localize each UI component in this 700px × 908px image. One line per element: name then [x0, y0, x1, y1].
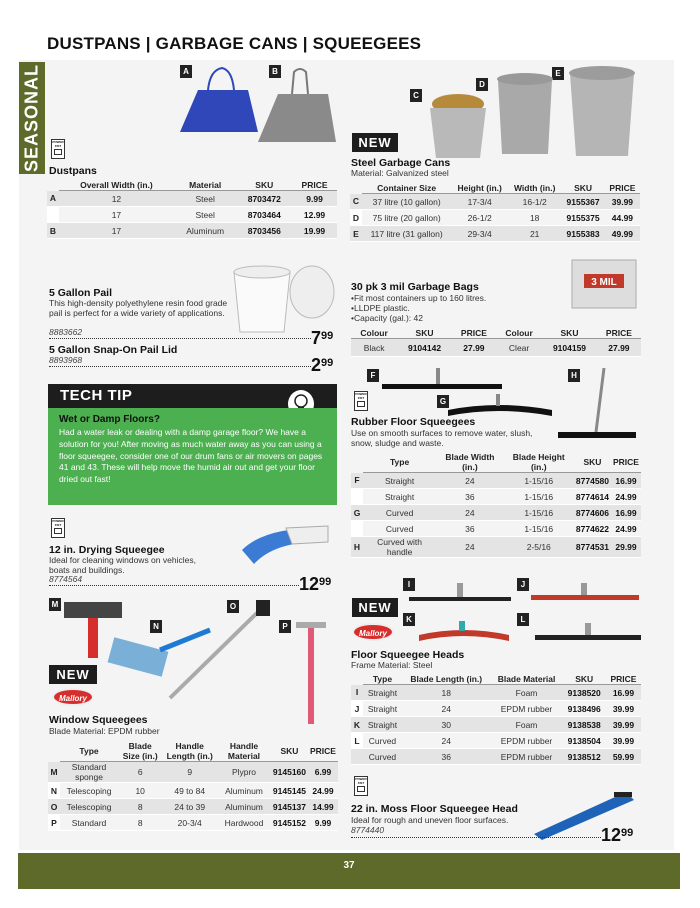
table-cell: 37 litre (10 gallon) [362, 194, 451, 210]
head-l [535, 635, 641, 640]
dustpans-table [47, 180, 337, 239]
tech-tip-title: Wet or Damp Floors? [59, 414, 160, 425]
can-d [498, 80, 552, 154]
table-cell: Steel [174, 207, 237, 223]
table-row [350, 226, 640, 242]
table-cell: 9138520 [563, 685, 606, 701]
moss-sku: 8774440 [351, 825, 385, 835]
bags-bullet-2: •LLDPE plastic. [351, 303, 410, 313]
cans-title: Steel Garbage Cans [351, 157, 451, 169]
table-cell: Aluminum [174, 223, 237, 239]
table-cell: 9155367 [561, 194, 604, 210]
letter-m: M [49, 598, 61, 611]
table-cell: 1-15/16 [504, 505, 574, 521]
table-header: Type [363, 674, 402, 685]
table-cell: 9145152 [271, 815, 308, 831]
table-cell: 1-15/16 [504, 521, 574, 537]
table-cell: E [350, 226, 362, 242]
table-row [350, 194, 640, 210]
table-cell: 24.99 [308, 783, 338, 799]
table-row [48, 799, 338, 815]
table-cell: 26-1/2 [451, 210, 508, 226]
table-row [351, 749, 641, 765]
table-header: SKU [563, 674, 606, 685]
table-cell: 29-3/4 [451, 226, 508, 242]
table-row [48, 762, 338, 783]
table-header: PRICE [606, 674, 641, 685]
table-cell: 9104159 [542, 339, 597, 357]
table-cell: 24 [436, 537, 503, 558]
table-header: PRICE [308, 741, 338, 762]
squeegee-p [296, 622, 326, 628]
heads-table [351, 674, 641, 765]
table-cell: I [351, 685, 363, 701]
drying-title: 12 in. Drying Squeegee [49, 544, 165, 556]
table-cell: 8703464 [236, 207, 292, 223]
drying-desc: Ideal for cleaning windows on vehicles, boats and buildings. [49, 555, 196, 575]
table-cell: K [351, 717, 363, 733]
rubber-desc: Use on smooth surfaces to remove water, slush, snow, sludge and waste. [351, 428, 533, 448]
page-title: DUSTPANS | GARBAGE CANS | SQUEEGEES [47, 34, 422, 53]
table-header: PRICE [292, 180, 337, 191]
table-cell: 24.99 [611, 489, 641, 505]
pail-image [228, 262, 336, 334]
table-cell: Curved with handle [363, 537, 436, 558]
pail-sku: 8883662 [49, 327, 83, 337]
table-cell: 8774622 [574, 521, 611, 537]
table-cell: J [351, 701, 363, 717]
drying-squeegee-image [236, 516, 332, 568]
letter-i: I [403, 578, 415, 591]
table-header: Container Size [362, 183, 451, 194]
table-cell: 16.99 [606, 685, 641, 701]
table-header: SKU [271, 741, 308, 762]
dustpans-title: Dustpans [49, 165, 97, 177]
head-i [409, 597, 511, 601]
table-cell: 2-5/16 [504, 537, 574, 558]
rubber-title: Rubber Floor Squeegees [351, 416, 476, 428]
table-row [351, 701, 641, 717]
table-header: Blade Material [491, 674, 563, 685]
table-cell: 8774580 [574, 473, 611, 489]
table-cell: 24 to 39 [162, 799, 217, 815]
table-cell: EPDM rubber [491, 701, 563, 717]
table-cell: 9104142 [397, 339, 452, 357]
table-header: Blade Length (in.) [402, 674, 491, 685]
pail-title: 5 Gallon Pail [49, 287, 113, 299]
table-cell: M [48, 762, 60, 783]
pail-price: $7^{99}$ [311, 328, 334, 348]
squeegee-o [170, 610, 260, 698]
table-cell: 16.99 [611, 473, 641, 489]
heads-title: Floor Squeegee Heads [351, 649, 465, 661]
table-header: PRICE [611, 452, 641, 473]
table-cell: 19.99 [292, 223, 337, 239]
bags-bullet-3: •Capacity (gal.): 42 [351, 313, 423, 323]
table-header: Handle Material [217, 741, 271, 762]
page-footer [18, 853, 680, 889]
table-cell: Curved [363, 733, 402, 749]
letter-n: N [150, 620, 162, 633]
table-cell: 16.99 [611, 505, 641, 521]
power-fist-badge-moss: POWER FIST [354, 776, 368, 796]
table-cell: 9155375 [561, 210, 604, 226]
letter-l: L [517, 613, 529, 626]
table-row [351, 339, 641, 357]
squeegee-n [108, 637, 169, 677]
table-cell: 75 litre (20 gallon) [362, 210, 451, 226]
moss-desc: Ideal for rough and uneven floor surfaces. [351, 815, 509, 825]
table-cell: 59.99 [606, 749, 641, 765]
letter-d: D [476, 78, 488, 91]
table-row [48, 783, 338, 799]
table-cell: 9138504 [563, 733, 606, 749]
table-cell: G [351, 505, 363, 521]
table-cell: 117 litre (31 gallon) [362, 226, 451, 242]
table-cell: 9138496 [563, 701, 606, 717]
page-number: 37 [343, 860, 355, 871]
table-cell: 24 [436, 473, 503, 489]
table-row [47, 191, 337, 207]
pail-lid [290, 266, 334, 318]
table-cell [351, 521, 363, 537]
table-cell: EPDM rubber [491, 749, 563, 765]
table-cell: D [350, 210, 362, 226]
table-cell: Black [351, 339, 397, 357]
table-cell: 9155383 [561, 226, 604, 242]
rubber-table [351, 452, 641, 558]
lid-sku: 8893968 [49, 355, 83, 365]
table-cell: 8774614 [574, 489, 611, 505]
bags-title: 30 pk 3 mil Garbage Bags [351, 281, 479, 293]
table-cell: 18 [402, 685, 491, 701]
table-cell: 9 [162, 762, 217, 783]
letter-b: B [269, 65, 281, 78]
table-row [351, 685, 641, 701]
table-cell: 6.99 [308, 762, 338, 783]
table-cell: 17 [59, 207, 174, 223]
table-header: Type [60, 741, 118, 762]
table-cell: Standard sponge [60, 762, 118, 783]
table-cell: 21 [508, 226, 561, 242]
table-cell: Straight [363, 473, 436, 489]
table-cell: A [47, 191, 59, 207]
table-cell: Standard [60, 815, 118, 831]
table-cell: Curved [363, 521, 436, 537]
tech-tip-header: TECH TIP [48, 384, 337, 408]
power-fist-badge: POWER FIST [51, 139, 65, 159]
squeegee-m [64, 602, 122, 618]
lid-price: $2^{99}$ [311, 355, 334, 375]
letter-k: K [403, 613, 415, 626]
table-cell: 36 [436, 489, 503, 505]
table-header: Material [174, 180, 237, 191]
can-c [430, 108, 486, 158]
table-cell: H [351, 537, 363, 558]
table-header: SKU [236, 180, 292, 191]
window-subtitle: Blade Material: EPDM rubber [49, 726, 160, 736]
letter-h: H [568, 369, 580, 382]
table-cell: 8774606 [574, 505, 611, 521]
table-cell: Hardwood [217, 815, 271, 831]
table-cell: 9.99 [308, 815, 338, 831]
table-cell: P [48, 815, 60, 831]
table-cell: 9145137 [271, 799, 308, 815]
table-cell: 24 [402, 701, 491, 717]
table-cell: Straight [363, 489, 436, 505]
table-header: PRICE [597, 328, 641, 339]
pail [234, 272, 290, 332]
table-cell: 16-1/2 [508, 194, 561, 210]
table-cell: Foam [491, 685, 563, 701]
table-cell: 9145145 [271, 783, 308, 799]
table-row [351, 521, 641, 537]
squeegee-h [558, 432, 636, 438]
table-row [47, 223, 337, 239]
mallory-logo: Mallory [352, 623, 394, 641]
table-cell: 20-3/4 [162, 815, 217, 831]
letter-e: E [552, 67, 564, 80]
table-cell: Telescoping [60, 783, 118, 799]
table-cell: 8703472 [236, 191, 292, 207]
table-row [351, 537, 641, 558]
moss-price: $12^{99}$ [601, 825, 634, 845]
table-row [47, 207, 337, 223]
new-badge-window: NEW [49, 665, 97, 684]
letter-g: G [437, 395, 449, 408]
table-cell: 1-15/16 [504, 473, 574, 489]
table-cell: 9138538 [563, 717, 606, 733]
squeegee-g [448, 405, 552, 416]
table-row [48, 815, 338, 831]
table-header: SKU [574, 452, 611, 473]
table-cell: 8774531 [574, 537, 611, 558]
table-cell: Straight [363, 701, 402, 717]
table-cell: 36 [402, 749, 491, 765]
table-cell: O [48, 799, 60, 815]
table-cell: 1-15/16 [504, 489, 574, 505]
table-cell: Clear [496, 339, 542, 357]
head-k [419, 630, 509, 641]
table-header: Blade Height (in.) [504, 452, 574, 473]
table-cell: 8 [118, 815, 162, 831]
squeegee-f [382, 384, 502, 389]
table-header: Width (in.) [508, 183, 561, 194]
letter-a: A [180, 65, 192, 78]
table-row [351, 505, 641, 521]
window-squeegee-images [60, 596, 330, 726]
table-header: PRICE [605, 183, 640, 194]
table-cell: Telescoping [60, 799, 118, 815]
table-cell: 12 [59, 191, 174, 207]
table-cell [351, 489, 363, 505]
new-badge-heads: NEW [352, 598, 398, 617]
table-header: Height (in.) [451, 183, 508, 194]
mallory-logo-window: Mallory [52, 688, 94, 706]
table-row [351, 733, 641, 749]
pail-desc: This high-density polyethylene resin food grade pail is perfect for a wide variety of applications. [49, 298, 228, 318]
bags-table [351, 328, 641, 357]
table-cell: 24 [402, 733, 491, 749]
table-cell: Aluminum [217, 783, 271, 799]
table-cell: 8 [118, 799, 162, 815]
table-cell: 39.99 [606, 701, 641, 717]
table-header: Colour [496, 328, 542, 339]
table-header: Blade Width (in.) [436, 452, 503, 473]
dustpan-images [160, 62, 340, 148]
cans-subtitle: Material: Galvanized steel [351, 168, 449, 178]
table-cell: Curved [363, 749, 402, 765]
drying-price: $12^{99}$ [299, 574, 332, 594]
table-cell: 49.99 [605, 226, 640, 242]
table-header: Type [363, 452, 436, 473]
table-row [351, 473, 641, 489]
side-tab-label: SEASONAL [21, 63, 42, 173]
table-row [351, 489, 641, 505]
table-cell: 27.99 [452, 339, 496, 357]
tech-tip-body [48, 408, 337, 505]
table-cell: 9.99 [292, 191, 337, 207]
cans-table [350, 183, 640, 242]
table-header: SKU [542, 328, 597, 339]
table-cell: 44.99 [605, 210, 640, 226]
table-cell: Curved [363, 505, 436, 521]
table-cell: 27.99 [597, 339, 641, 357]
table-cell: EPDM rubber [491, 733, 563, 749]
letter-c: C [410, 89, 422, 102]
power-fist-badge-drying: POWER FIST [51, 518, 65, 538]
table-cell: 12.99 [292, 207, 337, 223]
bags-image [570, 256, 640, 312]
moss-title: 22 in. Moss Floor Squeegee Head [351, 803, 518, 815]
table-header: Blade Size (in.) [118, 741, 162, 762]
table-cell: Straight [363, 685, 402, 701]
head-j [531, 595, 639, 600]
table-cell: 39.99 [606, 717, 641, 733]
table-cell: 6 [118, 762, 162, 783]
table-cell: 9145160 [271, 762, 308, 783]
table-header: SKU [397, 328, 452, 339]
table-cell: L [351, 733, 363, 749]
side-tab [19, 62, 45, 174]
table-cell: 49 to 84 [162, 783, 217, 799]
table-cell: Aluminum [217, 799, 271, 815]
table-cell: 39.99 [605, 194, 640, 210]
table-cell: 29.99 [611, 537, 641, 558]
can-e [570, 74, 634, 156]
table-cell: 17 [59, 223, 174, 239]
steel-dustpan [258, 94, 336, 142]
window-title: Window Squeegees [49, 714, 148, 726]
drying-sku: 8774564 [49, 574, 83, 584]
new-badge-cans: NEW [352, 133, 398, 152]
table-cell: 24 [436, 505, 503, 521]
table-cell: 39.99 [606, 733, 641, 749]
letter-p: P [279, 620, 291, 633]
table-header: Overall Width (in.) [59, 180, 174, 191]
table-row [351, 717, 641, 733]
table-cell: 14.99 [308, 799, 338, 815]
table-cell: 9138512 [563, 749, 606, 765]
window-table [48, 741, 338, 831]
heads-subtitle: Frame Material: Steel [351, 660, 433, 670]
table-cell: 36 [436, 521, 503, 537]
table-cell: 10 [118, 783, 162, 799]
table-cell: B [47, 223, 59, 239]
squeegee-head-images [405, 575, 645, 647]
table-header: Colour [351, 328, 397, 339]
bags-box-label: 3 MIL [591, 277, 617, 288]
table-cell [351, 749, 363, 765]
bags-bullet-1: •Fit most containers up to 160 litres. [351, 293, 487, 303]
letter-f: F [367, 369, 379, 382]
table-cell [47, 207, 59, 223]
lid-title: 5 Gallon Snap-On Pail Lid [49, 344, 178, 356]
table-cell: N [48, 783, 60, 799]
table-cell: Foam [491, 717, 563, 733]
letter-o: O [227, 600, 239, 613]
tech-tip-text: Had a water leak or dealing with a damp garage floor? We have a solution for you! After moving as much water away as you can using a floor squeegee, consider one of our drum fans or air movers on pages 41 and 43. These will help move the humid air out and get your floor dried out fast! [59, 427, 323, 485]
table-header: SKU [561, 183, 604, 194]
blue-dustpan-handle [208, 68, 234, 90]
steel-dustpan-handle [292, 69, 308, 94]
blue-dustpan [180, 90, 258, 132]
table-cell: 8703456 [236, 223, 292, 239]
table-cell: Steel [174, 191, 237, 207]
garbage-can-images [420, 62, 650, 162]
table-cell: F [351, 473, 363, 489]
table-header: PRICE [452, 328, 496, 339]
letter-j: J [517, 578, 529, 591]
table-cell: 18 [508, 210, 561, 226]
table-cell: Plypro [217, 762, 271, 783]
table-cell: C [350, 194, 362, 210]
table-row [350, 210, 640, 226]
table-cell: 17-3/4 [451, 194, 508, 210]
power-fist-badge-rubber: POWER FIST [354, 391, 368, 411]
table-cell: Straight [363, 717, 402, 733]
table-header: Handle Length (in.) [162, 741, 217, 762]
table-cell: 24.99 [611, 521, 641, 537]
table-cell: 30 [402, 717, 491, 733]
